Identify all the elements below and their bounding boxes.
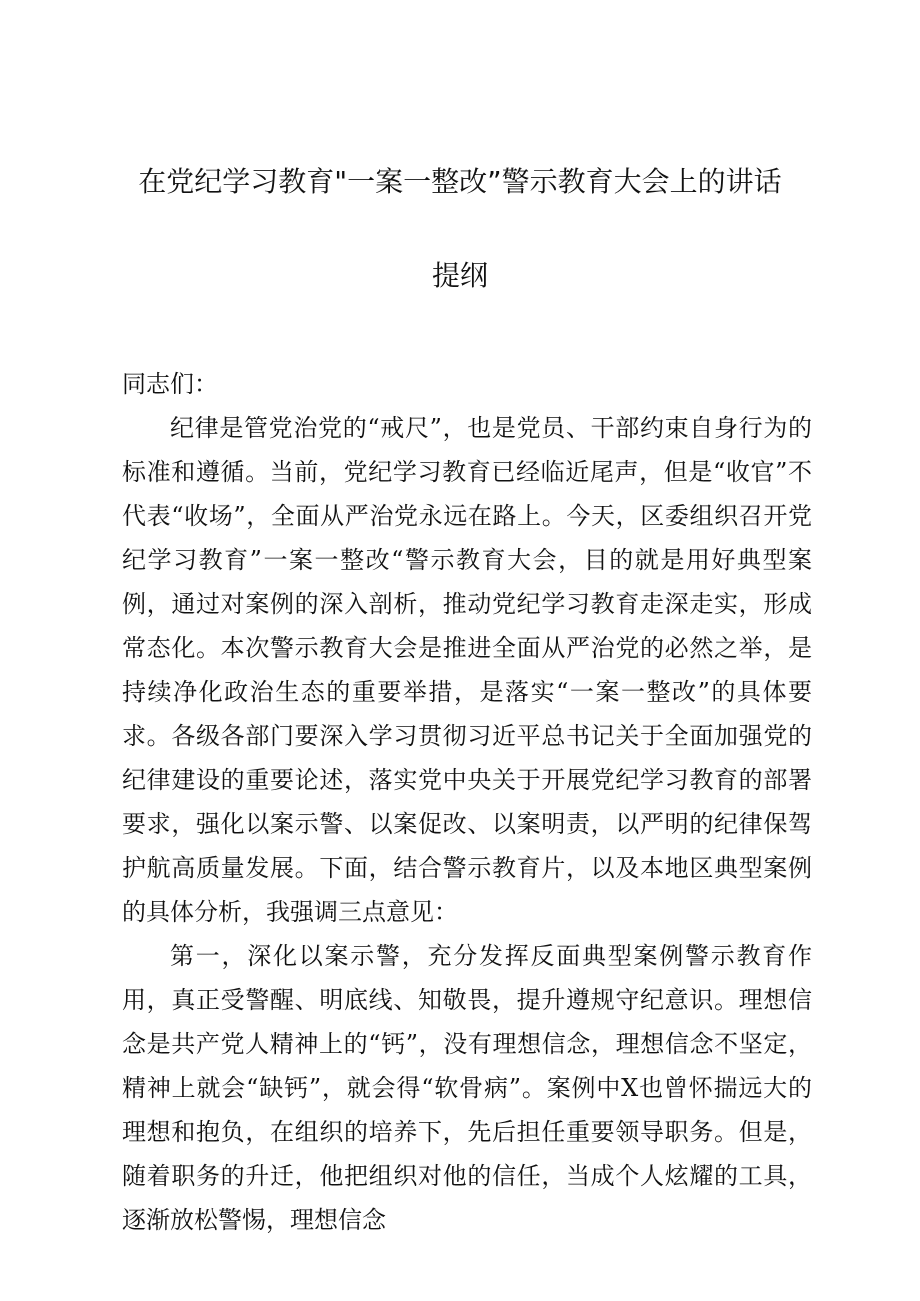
paragraph-intro: 纪律是管党治党的“戒尺”，也是党员、干部约束自身行为的标准和遵循。当前，党纪学习教育已经临近尾声，但是“收官”不代表“收场”，全面从严治党永远在路上。今天，区委组织召开党纪学习教育”一案一整改“警示教育大会，目的就是用好典型案例，通过对案例的深入剖析，推动党纪学习教育走深走实，形成常态化。本次警示教育大会是推进全面从严治党的必然之举，是持续净化政治生态的重要举措，是落实“一案一整改”的具体要求。各级各部门要深入学习贯彻习近平总书记关于全面加强党的纪律建设的重要论述，落实党中央关于开展党纪学习教育的部署要求，强化以案示警、以案促改、以案明责，以严明的纪律保驾护航高质量发展。下面，结合警示教育片，以及本地区典型案例的具体分析，我强调三点意见： (122, 414, 812, 926)
document-title-line-2: 提纲 (431, 259, 488, 292)
document-title-line-1: 在党纪学习教育"一案一整改”警示教育大会上的讲话 (138, 165, 782, 198)
document-body (122, 406, 812, 1242)
paragraph-first-point: 第一，深化以案示警，充分发挥反面典型案例警示教育作用，真正受警醒、明底线、知敬畏，提升遵规守纪意识。理想信念是共产党人精神上的“钙”，没有理想信念，理想信念不坚定，精神上就会“缺钙”，就会得“软骨病”。案例中X也曾怀揣远大的理想和抱负，在组织的培养下，先后担任重要领导职务。但是，随着职务的升迁，他把组织对他的信任，当成个人炫耀的工具，逐渐放松警惕，理想信念 (122, 942, 812, 1234)
greeting: 同志们： (122, 370, 218, 398)
